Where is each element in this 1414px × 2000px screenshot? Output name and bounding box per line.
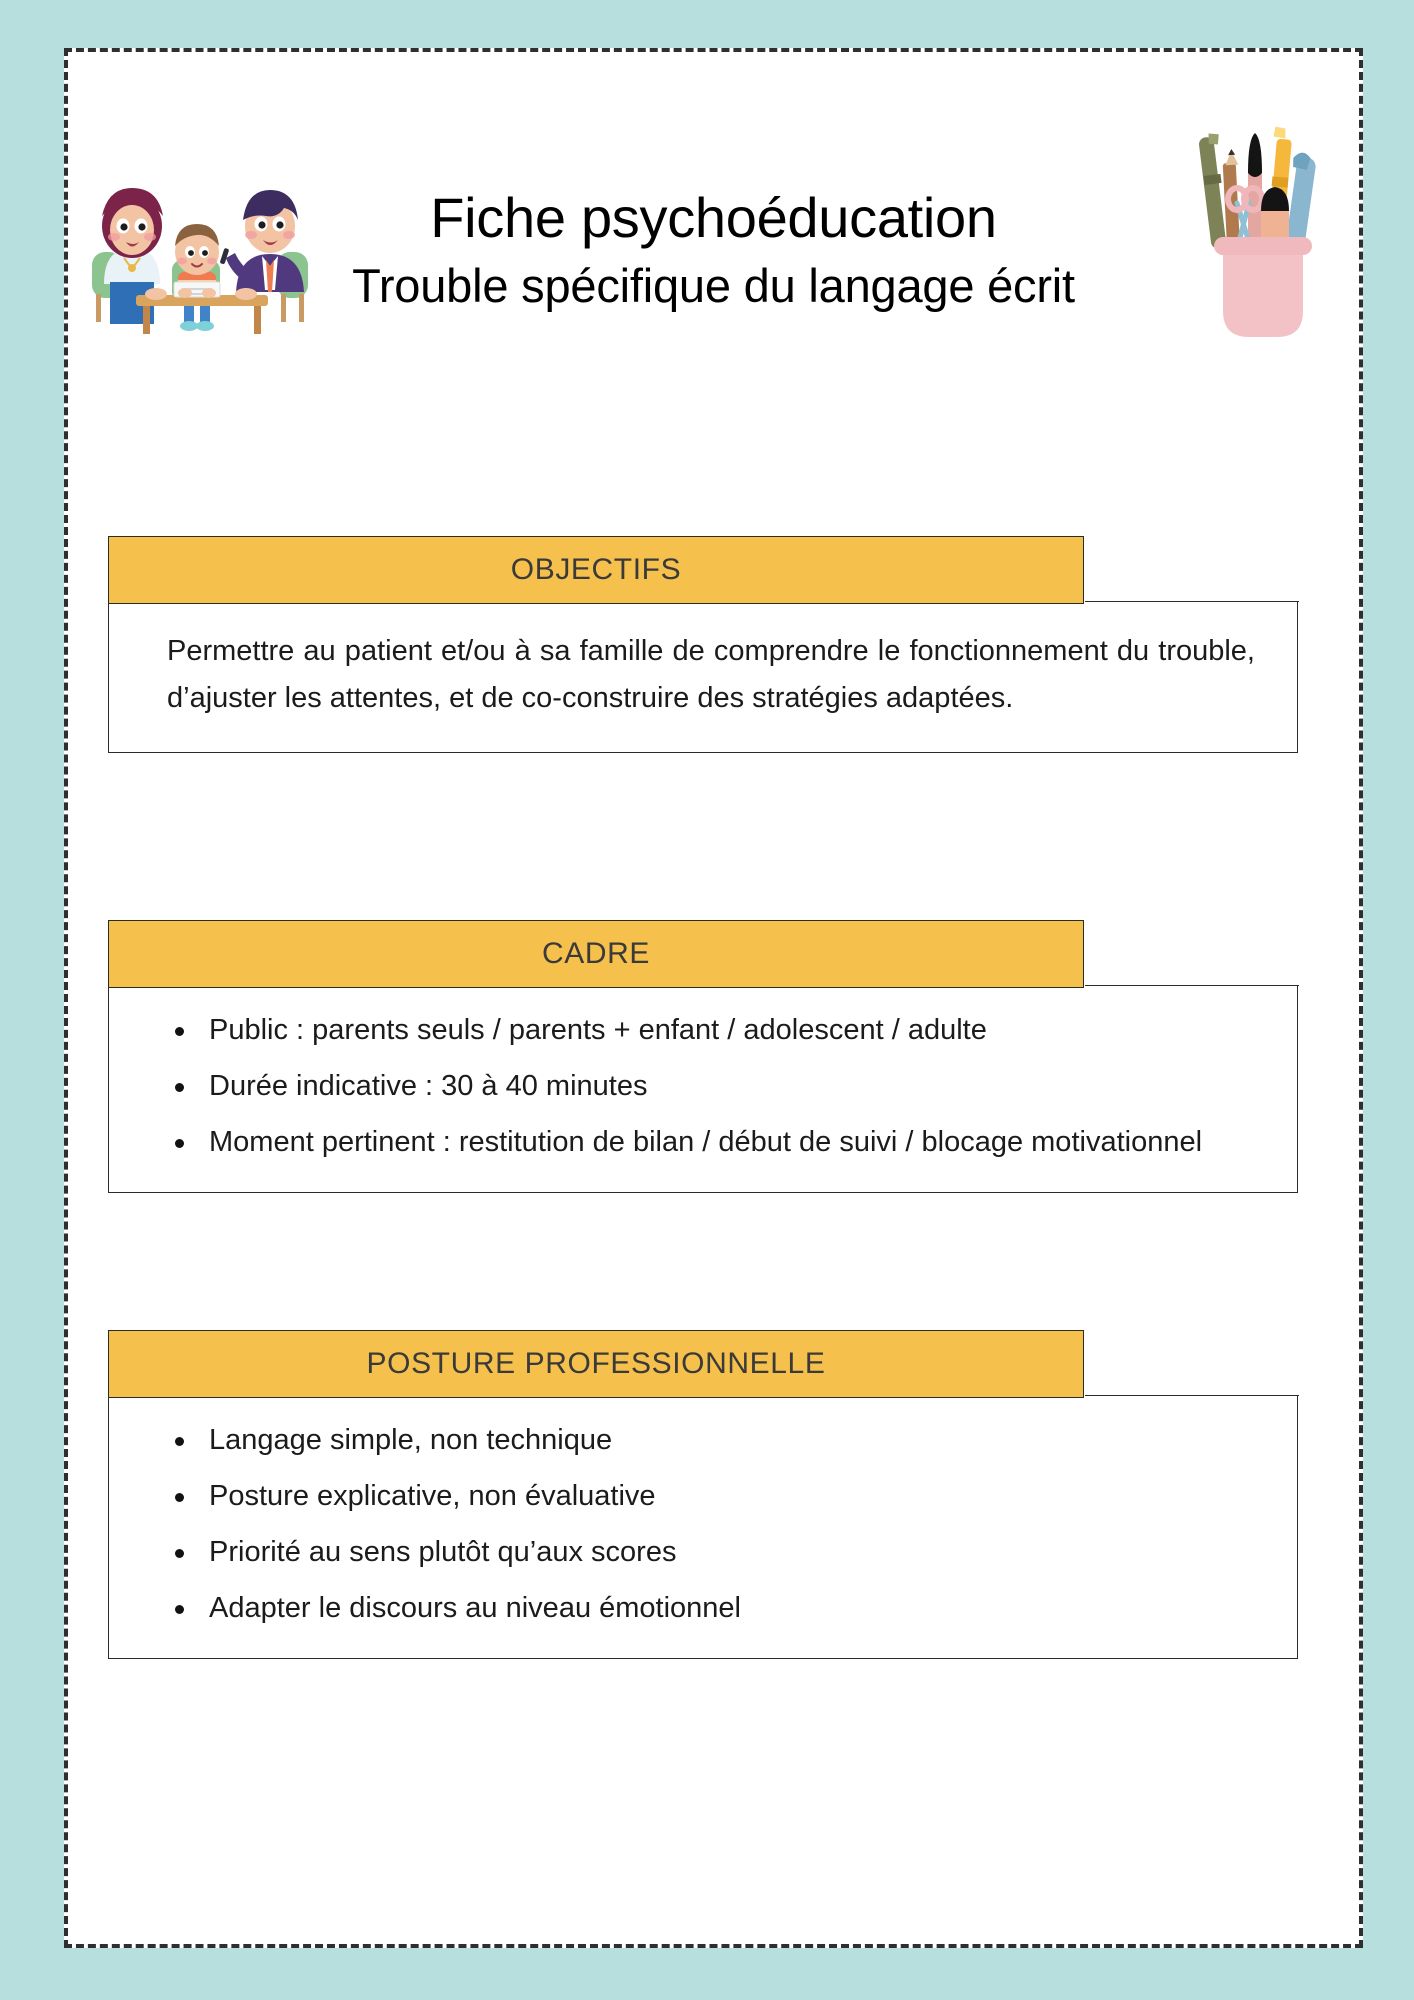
section-body-cadre [108, 986, 1298, 1192]
section-objectifs [108, 536, 1298, 753]
mother-hand [145, 288, 167, 300]
section-header-cadre [108, 920, 1084, 988]
section-cadre [108, 920, 1298, 1193]
section-body-objectifs [108, 602, 1298, 753]
section-header-label: POSTURE PROFESSIONNELLE [366, 1347, 826, 1380]
list-item: Public : parents seuls / parents + enfant / adolescent / adulte [165, 1008, 1251, 1054]
objectifs-paragraph: Permettre au patient et/ou à sa famille de comprendre le fonctionnement du trouble, d’ajuster les attentes, et de co-construire des stratégies adaptées. [167, 635, 1255, 715]
child-figure [175, 224, 219, 331]
section-posture [108, 1330, 1298, 1659]
section-header-posture [108, 1330, 1084, 1398]
section-body-posture [108, 1396, 1298, 1658]
cadre-list [109, 986, 1297, 1191]
page-subtitle: Trouble spécifique du langage écrit [352, 258, 1075, 312]
section-header-objectifs [108, 536, 1084, 604]
child-hand-left [178, 288, 192, 298]
list-item: Adapter le discours au niveau émotionnel [165, 1586, 1251, 1632]
list-item: Moment pertinent : restitution de bilan / début de suivi / blocage motivationnel [165, 1120, 1251, 1166]
section-header-label: CADRE [541, 937, 650, 970]
father-hand [235, 288, 257, 300]
list-item: Langage simple, non technique [165, 1418, 1251, 1464]
posture-list [109, 1396, 1297, 1657]
document-header [68, 52, 1359, 472]
pencil-cup-illustration [1173, 107, 1337, 345]
list-item: Posture explicative, non évaluative [165, 1474, 1251, 1520]
title-block [268, 187, 1159, 316]
section-header-label: OBJECTIFS [510, 553, 682, 586]
child-hand-right [202, 288, 216, 298]
document-page [64, 48, 1363, 1948]
page-title: Fiche psychoéducation [430, 186, 997, 249]
pink-cup [1214, 237, 1312, 337]
list-item: Priorité au sens plutôt qu’aux scores [165, 1530, 1251, 1576]
list-item: Durée indicative : 30 à 40 minutes [165, 1064, 1251, 1110]
olive-pen [1198, 132, 1227, 249]
